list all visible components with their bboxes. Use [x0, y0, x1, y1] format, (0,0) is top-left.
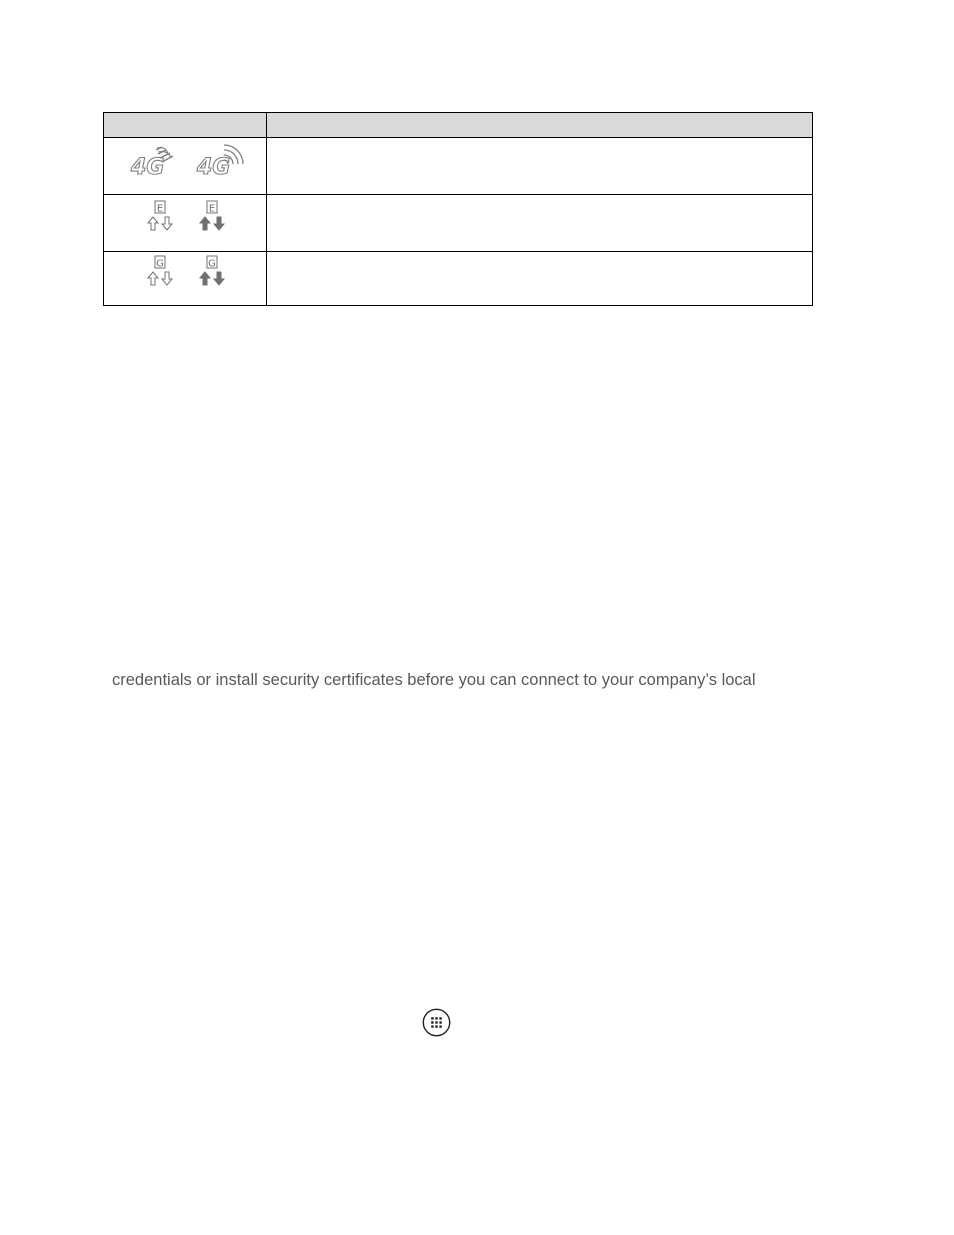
header-cell-icon	[104, 113, 267, 138]
svg-text:4G: 4G	[131, 155, 165, 180]
gprs-active-icon	[198, 255, 228, 287]
icon-cell	[104, 195, 267, 252]
4g-lte-active-icon	[196, 144, 244, 180]
svg-text:4G: 4G	[197, 155, 231, 180]
svg-text:G: G	[156, 258, 164, 270]
status-icon-table	[103, 112, 813, 306]
svg-text:E: E	[208, 203, 216, 215]
description-cell	[267, 252, 813, 306]
body-text-line: credentials or install security certificates before you can connect to your company’s local	[112, 671, 756, 689]
header-cell-description	[267, 113, 813, 138]
svg-text:E: E	[156, 203, 164, 215]
gprs-idle-icon	[146, 255, 176, 287]
table-row	[104, 138, 813, 195]
4g-lte-transmitting-icon	[130, 144, 178, 180]
table-header-row	[104, 113, 813, 138]
icon-cell	[104, 138, 267, 195]
svg-text:G: G	[208, 258, 216, 270]
table-row	[104, 195, 813, 252]
edge-active-icon	[198, 200, 228, 232]
edge-idle-icon	[146, 200, 176, 232]
apps-launcher-icon	[422, 1008, 451, 1037]
icon-cell	[104, 252, 267, 306]
description-cell	[267, 138, 813, 195]
description-cell	[267, 195, 813, 252]
table-row	[104, 252, 813, 306]
